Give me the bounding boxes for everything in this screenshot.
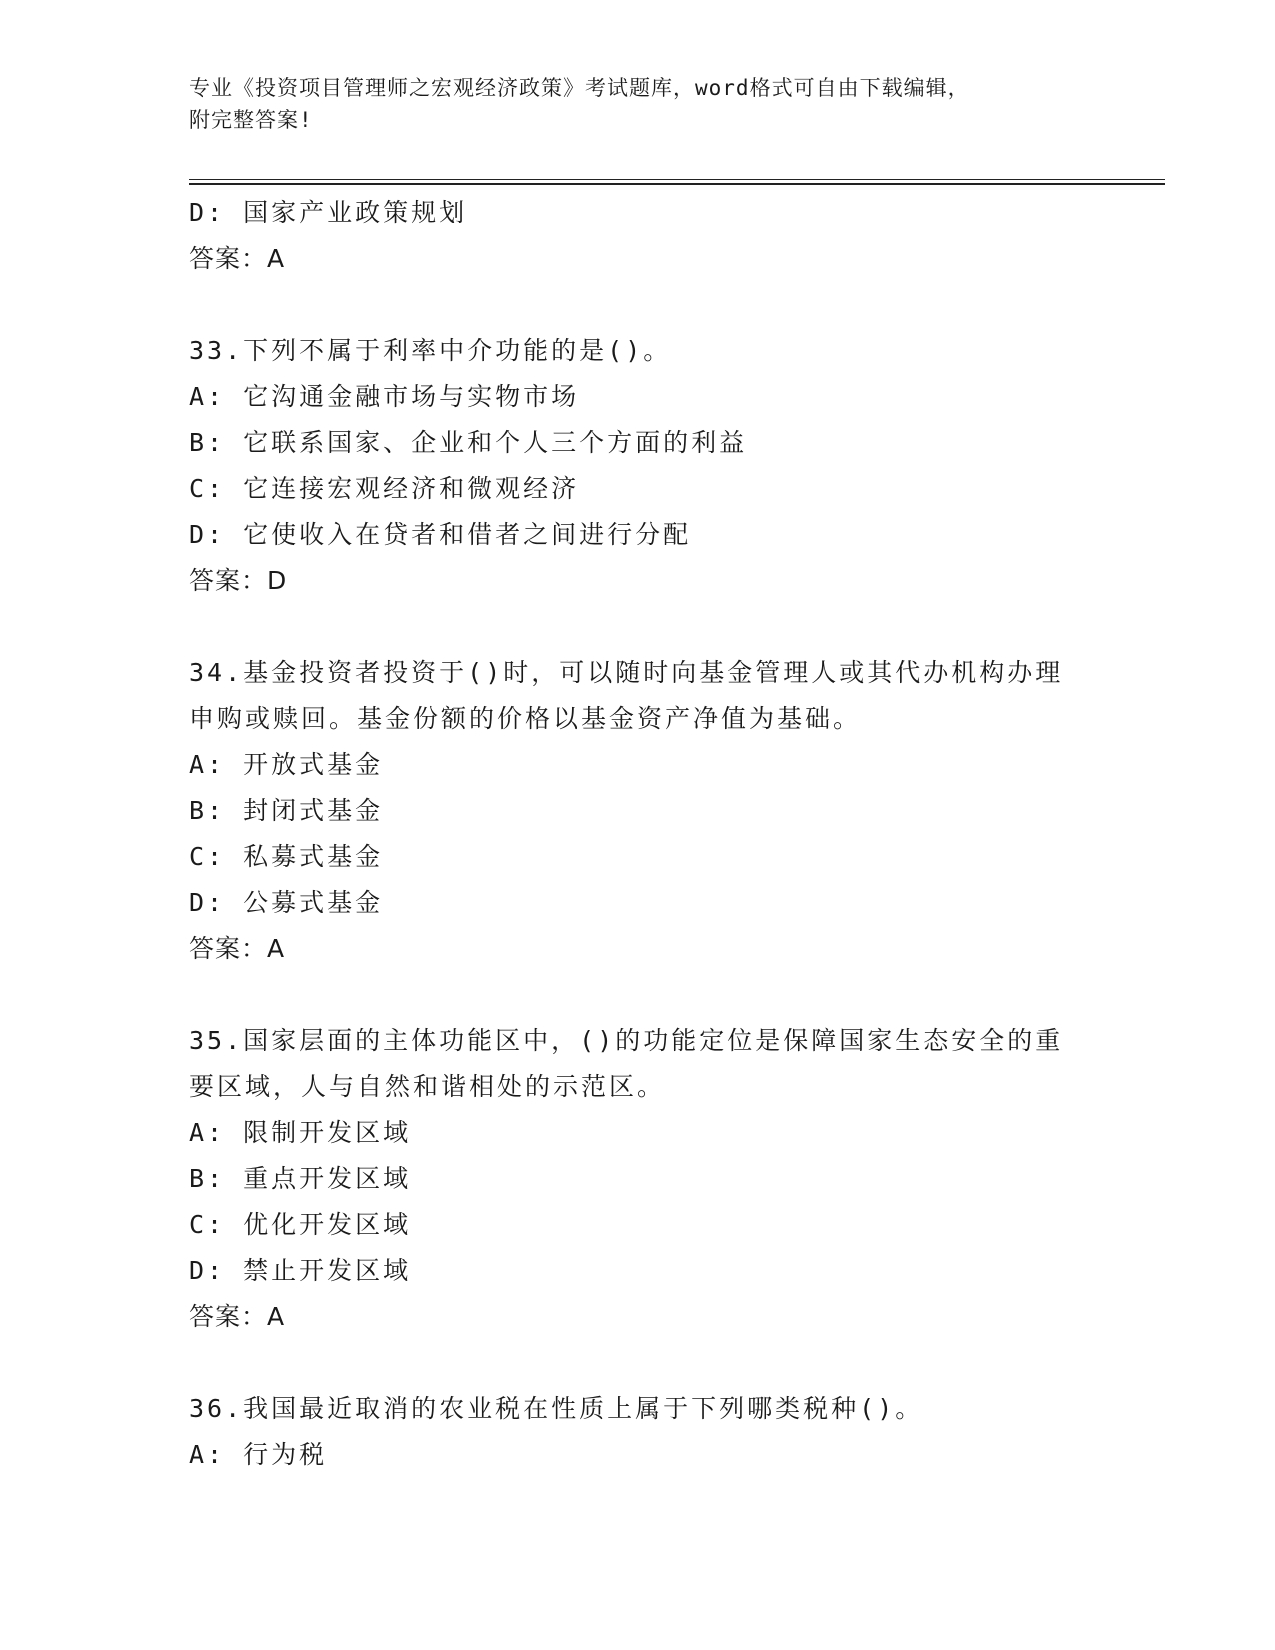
option-a: A: 开放式基金 [189, 750, 384, 779]
option-b: B: 它联系国家、企业和个人三个方面的利益 [189, 428, 748, 457]
option-d: D: 它使收入在贷者和借者之间进行分配 [189, 520, 692, 549]
question-content [189, 190, 1089, 1478]
header-line-1: 专业《投资项目管理师之宏观经济政策》考试题库，word格式可自由下载编辑， [189, 76, 970, 100]
answer-line: 答案：A [189, 934, 286, 963]
question-stem-line-2: 申购或赎回。基金份额的价格以基金资产净值为基础。 [189, 704, 862, 733]
option-c: C: 它连接宏观经济和微观经济 [189, 474, 580, 503]
answer-line: 答案：A [189, 1302, 286, 1331]
option-c: C: 优化开发区域 [189, 1210, 412, 1239]
question-stem-line-2: 要区域，人与自然和谐相处的示范区。 [189, 1072, 666, 1101]
option-b: B: 封闭式基金 [189, 796, 384, 825]
question-33 [189, 328, 1089, 604]
option-a: A: 它沟通金融市场与实物市场 [189, 382, 580, 411]
option-a: A: 行为税 [189, 1440, 328, 1469]
question-36 [189, 1386, 1089, 1478]
answer-line: 答案：A [189, 244, 286, 273]
header-line-2: 附完整答案! [189, 108, 313, 132]
option-d: D: 国家产业政策规划 [189, 198, 468, 227]
question-stem: 33.下列不属于利率中介功能的是()。 [189, 336, 672, 365]
answer-line: 答案：D [189, 566, 288, 595]
option-c: C: 私募式基金 [189, 842, 384, 871]
question-stem: 36.我国最近取消的农业税在性质上属于下列哪类税种()。 [189, 1394, 924, 1423]
question-stem-line-1: 34.基金投资者投资于()时，可以随时向基金管理人或其代办机构办理 [189, 658, 1064, 687]
option-b: B: 重点开发区域 [189, 1164, 412, 1193]
document-header [189, 72, 1089, 136]
question-34 [189, 650, 1089, 972]
question-stem-line-1: 35.国家层面的主体功能区中，()的功能定位是保障国家生态安全的重 [189, 1026, 1064, 1055]
option-a: A: 限制开发区域 [189, 1118, 412, 1147]
option-d: D: 禁止开发区域 [189, 1256, 412, 1285]
header-divider-thick [189, 183, 1165, 185]
question-35 [189, 1018, 1089, 1340]
option-d: D: 公募式基金 [189, 888, 384, 917]
header-divider-thin [189, 179, 1165, 180]
previous-question-tail [189, 190, 1089, 282]
